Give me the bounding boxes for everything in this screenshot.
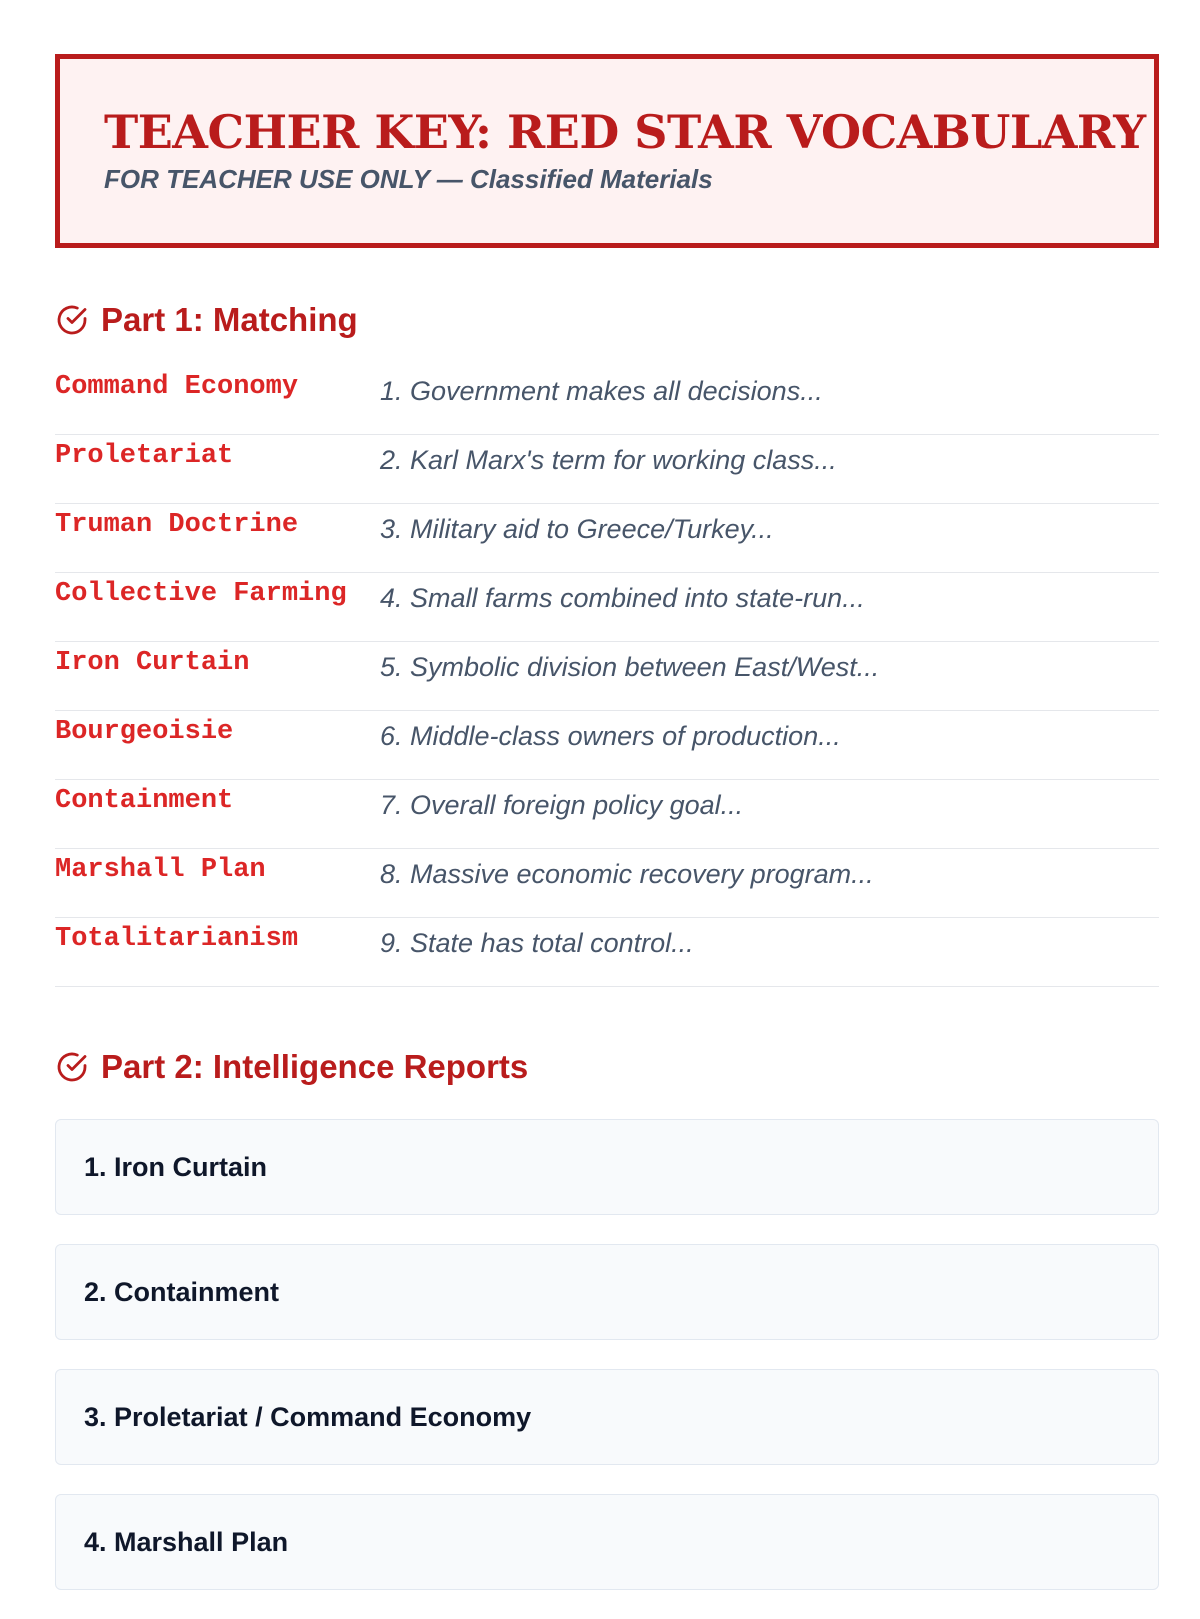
- matching-definition: 3. Military aid to Greece/Turkey...: [380, 514, 774, 544]
- report-title: 1. Iron Curtain: [84, 1151, 268, 1182]
- matching-row: [55, 642, 1159, 711]
- teacher-key-page: [55, 54, 1159, 1619]
- matching-term: Containment: [55, 786, 234, 816]
- part2-heading-label: Part 2: Intelligence Reports: [101, 1048, 529, 1085]
- report-title: 3. Proletariat / Command Economy: [84, 1401, 532, 1432]
- matching-row: [55, 918, 1159, 987]
- intelligence-report-list: [55, 1119, 1159, 1590]
- part2-heading: [55, 1045, 1159, 1089]
- report-card[interactable]: [55, 1119, 1159, 1215]
- page-subtitle: FOR TEACHER USE ONLY — Classified Materials: [104, 164, 713, 194]
- matching-term: Truman Doctrine: [55, 510, 299, 540]
- header-banner: [55, 54, 1159, 248]
- report-card[interactable]: [55, 1244, 1159, 1340]
- report-title: 2. Containment: [84, 1276, 280, 1307]
- matching-row: [55, 849, 1159, 918]
- matching-row: [55, 711, 1159, 780]
- matching-definition: 2. Karl Marx's term for working class...: [380, 445, 837, 475]
- report-card[interactable]: [55, 1369, 1159, 1465]
- matching-definition: 6. Middle-class owners of production...: [380, 721, 841, 751]
- matching-term: Bourgeoisie: [55, 717, 234, 747]
- matching-row: [55, 504, 1159, 573]
- matching-term: Iron Curtain: [55, 648, 250, 678]
- matching-term: Command Economy: [55, 372, 299, 402]
- matching-definition: 5. Symbolic division between East/West...: [380, 652, 880, 682]
- report-title: 4. Marshall Plan: [84, 1526, 289, 1557]
- part1-heading: [55, 298, 1159, 342]
- matching-definition: 8. Massive economic recovery program...: [380, 859, 874, 889]
- matching-row: [55, 780, 1159, 849]
- matching-definition: 1. Government makes all decisions...: [380, 376, 823, 406]
- matching-definition: 4. Small farms combined into state-run...: [380, 583, 865, 613]
- matching-term: Totalitarianism: [55, 924, 299, 954]
- part1-heading-label: Part 1: Matching: [101, 301, 358, 338]
- matching-row: [55, 573, 1159, 642]
- page-title: TEACHER KEY: RED STAR VOCABULARY: [104, 105, 1146, 159]
- check-circle-icon: [55, 1050, 89, 1084]
- matching-definition: 9. State has total control...: [380, 928, 694, 958]
- report-card[interactable]: [55, 1494, 1159, 1590]
- matching-term: Collective Farming: [55, 579, 347, 609]
- matching-definition: 7. Overall foreign policy goal...: [380, 790, 744, 820]
- matching-term: Marshall Plan: [55, 855, 266, 885]
- matching-row: [55, 366, 1159, 435]
- check-circle-icon: [55, 303, 89, 337]
- matching-term: Proletariat: [55, 441, 234, 471]
- matching-list: [55, 366, 1159, 987]
- matching-row: [55, 435, 1159, 504]
